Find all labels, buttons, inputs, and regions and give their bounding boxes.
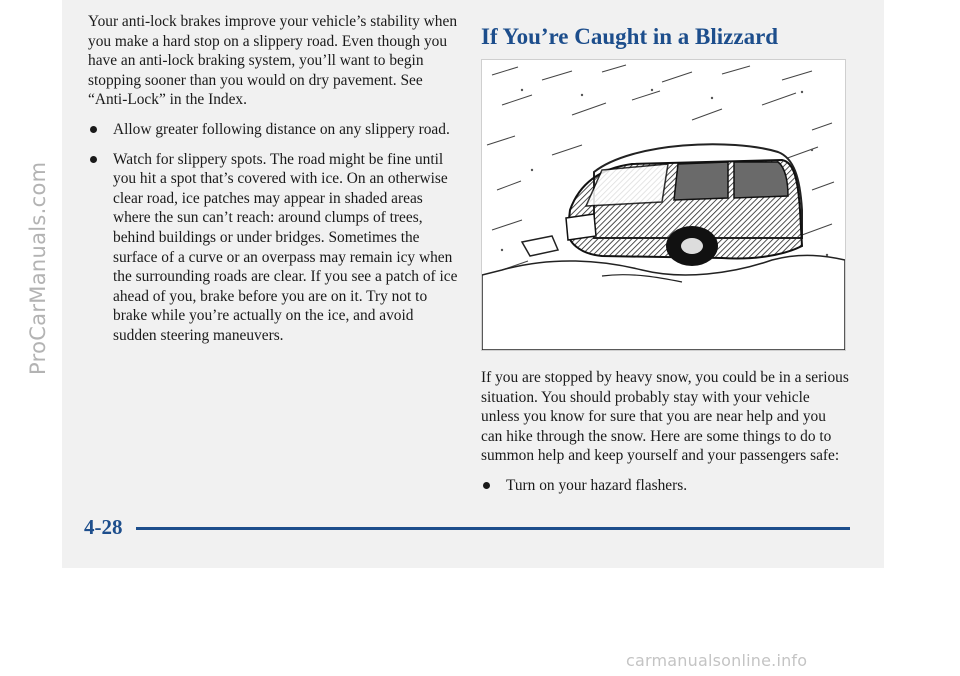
bullet-icon [483,482,490,489]
side-watermark-text: ProCarManuals.com [26,161,50,375]
right-column-body [481,368,849,506]
left-column [88,12,460,356]
page-footer [84,515,850,545]
right-bullet-list [481,476,849,496]
list-item [88,120,460,140]
page-number: 4-28 [84,515,123,539]
blizzard-paragraph: If you are stopped by heavy snow, you could be in a serious situation. You should probably stay with your vehicle unless you know for sure that you are near help and you can hike through the snow. Here are some things to do to summon help and keep yourself and your passengers safe: [481,369,849,465]
section-heading: If You’re Caught in a Blizzard [481,24,779,49]
bullet-text: Allow greater following distance on any slippery road. [113,120,450,138]
intro-paragraph: Your anti-lock brakes improve your vehicle’s stability when you make a hard stop on a slippery road. Even though you have an anti-lock braking system, you’ll want to begin stopping sooner than you would on dry pavement. See “Anti-Lock” in the Index. [88,13,458,109]
right-column-header [481,24,851,50]
bottom-watermark: carmanualsonline.info [626,651,808,670]
bullet-icon [90,156,97,163]
side-watermark [10,150,50,610]
blizzard-van-illustration [481,59,846,351]
bullet-text: Watch for slippery spots. The road might be fine until you hit a spot that’s covered with ice. On an otherwise clear road, ice patches may appear in shaded areas where the sun can’t reach: around clumps of trees, behind buildings or under bridges. Sometimes the surface of a curve or an overpass may remain icy when the surrounding roads are clear. If you see a patch of ice ahead of you, brake before you are on it. Try not to brake while you’re actually on the ice, and avoid sudden steering maneuvers. [113,150,458,344]
bullet-icon [90,126,97,133]
footer-divider [136,527,850,530]
left-bullet-list [88,120,460,346]
list-item [88,150,460,346]
bullet-text: Turn on your hazard flashers. [506,476,688,494]
list-item [481,476,849,496]
van-in-snow-icon [482,60,845,350]
